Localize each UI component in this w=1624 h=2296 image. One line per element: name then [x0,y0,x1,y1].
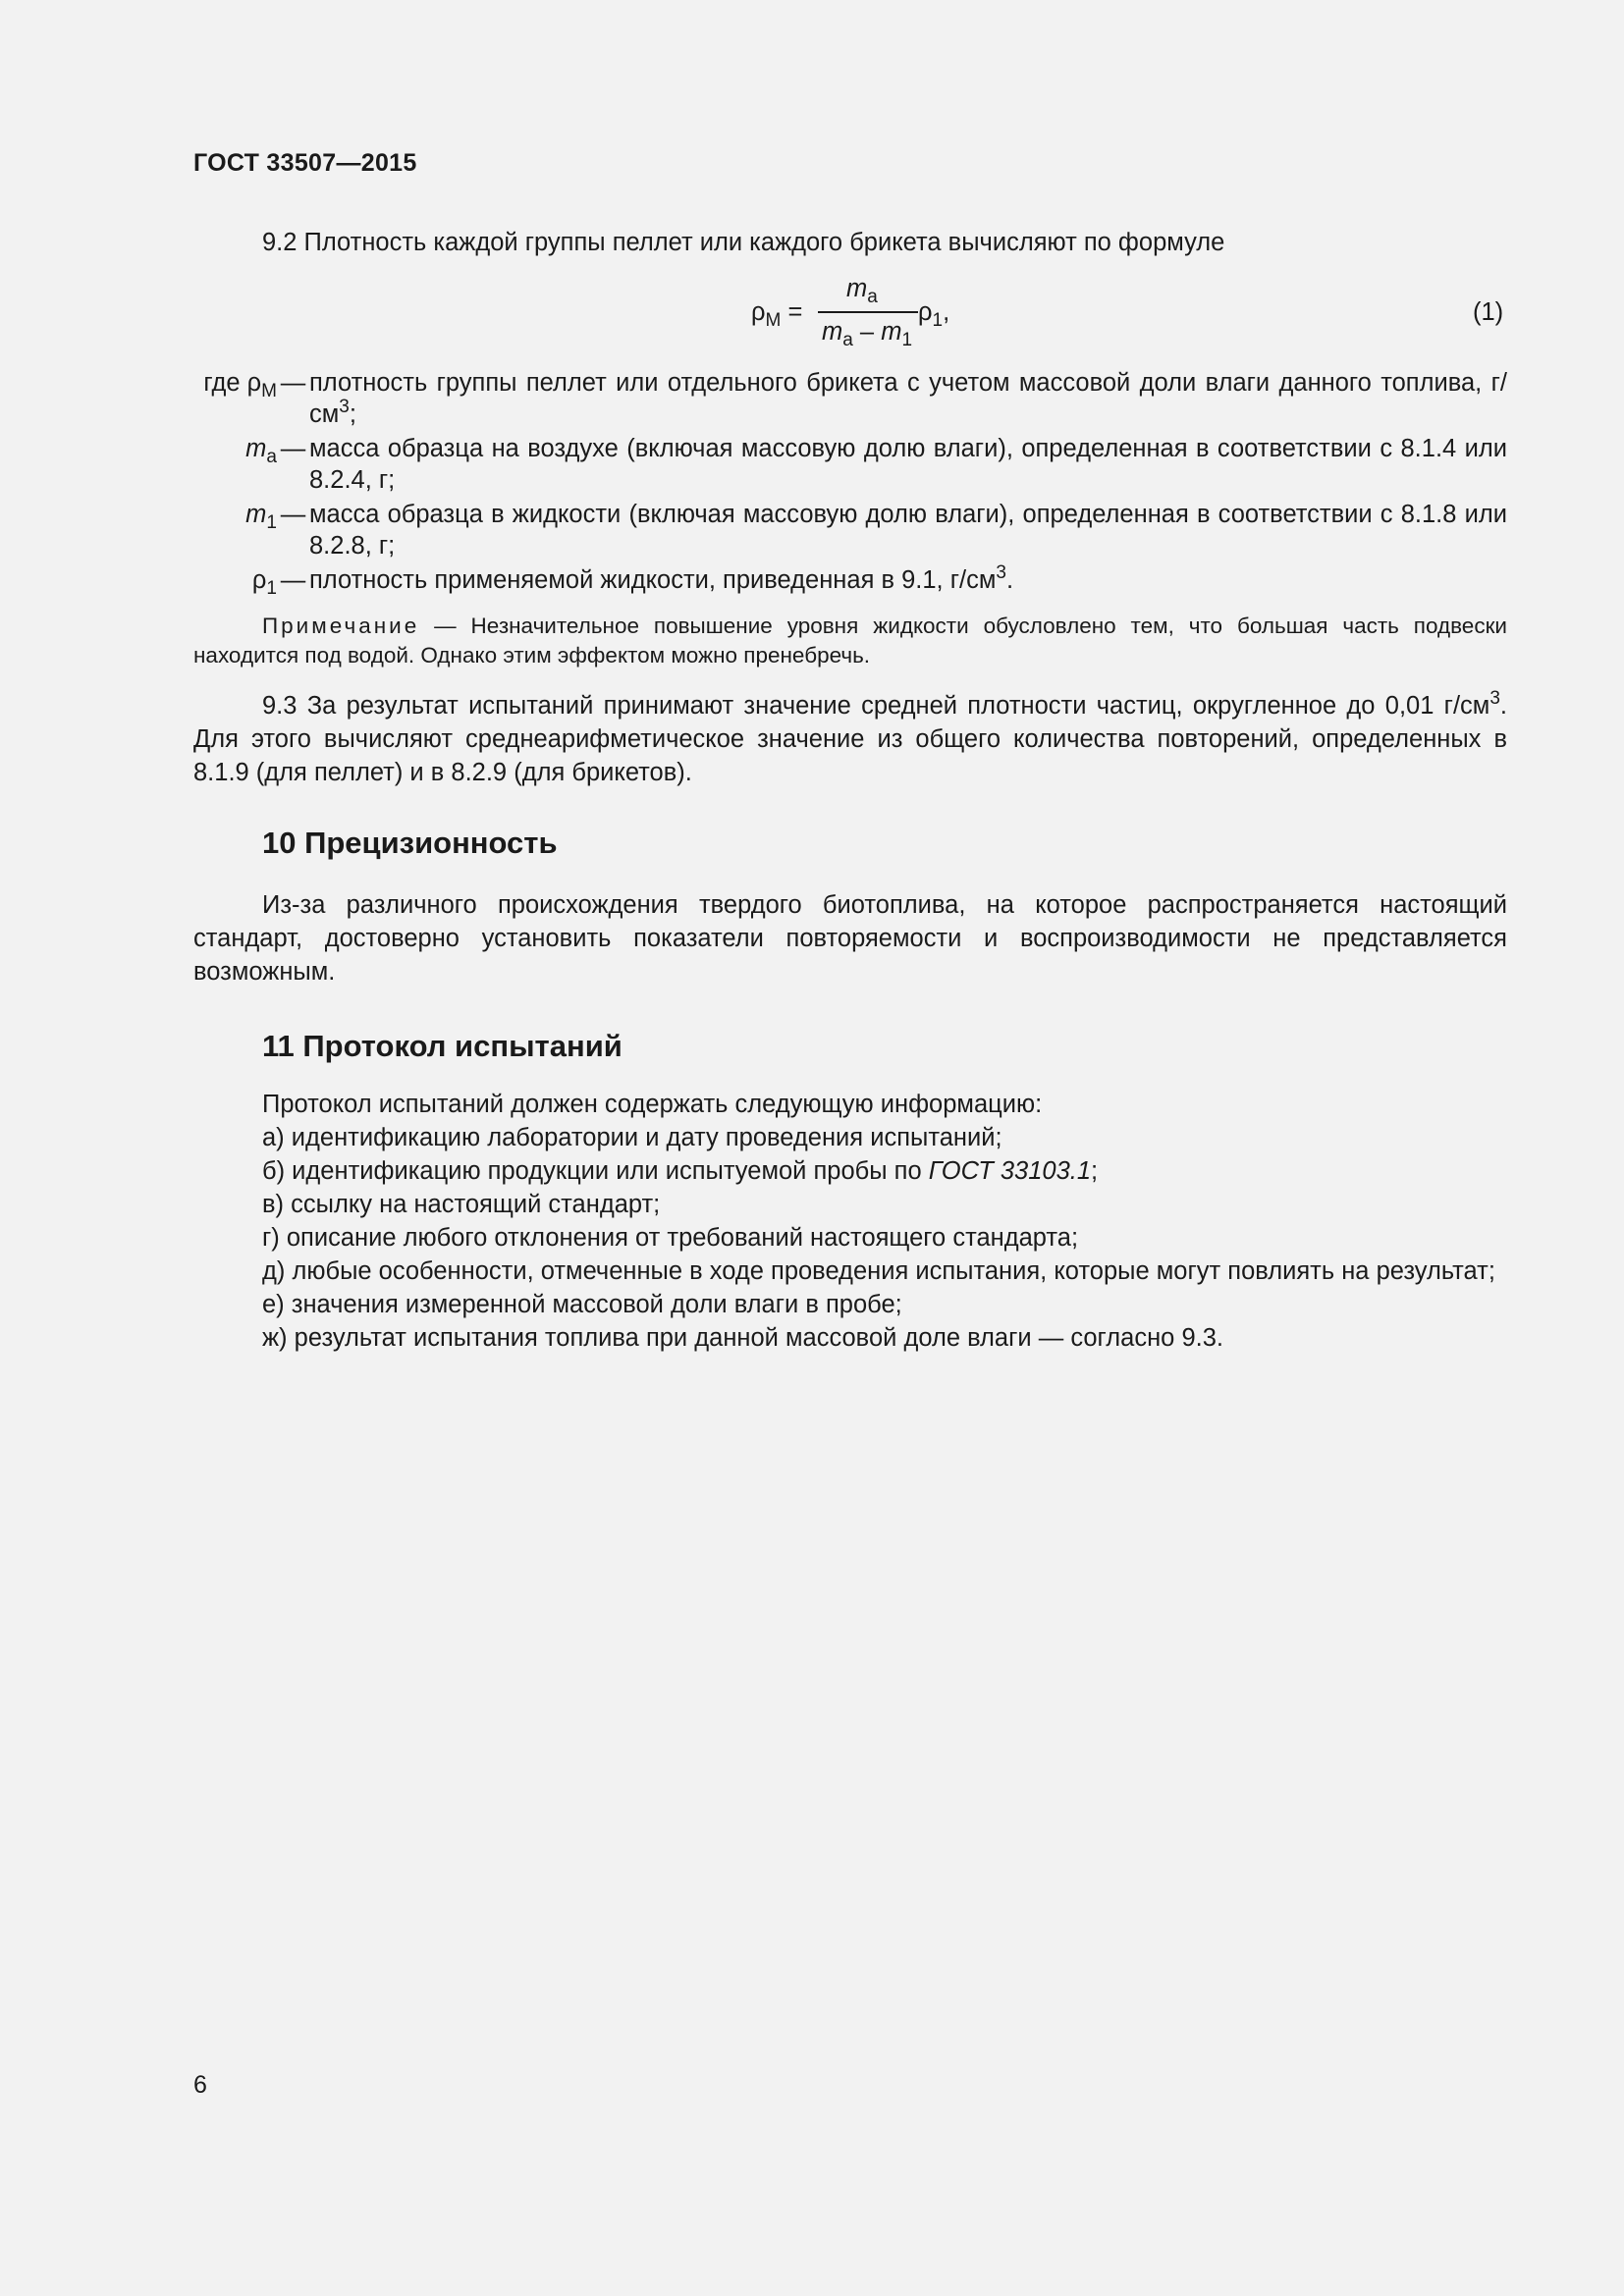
legend-desc [309,564,1507,596]
legend-symbol-sub: a [266,447,277,467]
formula-lhs-symbol: ρ [751,298,766,326]
legend-symbol-sub: 1 [266,578,277,599]
section-10-heading: 10 Прецизионность [262,826,558,860]
formula-den-sub-2: 1 [901,330,913,350]
formula-number: (1) [1473,298,1504,326]
legend-symbol [193,499,277,561]
legend-dash: — [280,369,306,397]
legend-item [193,562,1507,599]
list-item: а) идентификацию лаборатории и дату проведения испытаний; [262,1124,1002,1151]
legend-symbol-char: m [245,435,267,462]
legend-symbol [193,564,277,599]
list-item: ж) результат испытания топлива при данной массовой доле влаги — согласно 9.3. [262,1324,1223,1352]
legend-desc-sup: 3 [996,562,1006,583]
list-item-text: б) идентификацию продукции или испытуемой пробы по [262,1157,929,1185]
paragraph-9-3-part-a: 9.3 За результат испытаний принимают значение средней плотности частиц, округленное до 0,01 г/см [262,692,1490,720]
fraction-bar [818,311,918,313]
legend-item [193,367,1507,430]
legend-desc: масса образца в жидкости (включая массовую долю влаги), определенная в соответствии с 8.1.8 или 8.2.8, г; [309,501,1507,560]
list-item [193,1154,1507,1188]
paragraph-9-3-part-b: . Для этого вычисляют среднеарифметическое значение из общего количества повторений, определенных в 8.1.9 (для пеллет) и в 8.2.9 (для брикетов). [193,692,1507,786]
legend-desc-tail: ; [349,400,356,428]
legend-symbol [193,367,277,430]
legend-item [193,499,1507,561]
legend-desc-text: плотность применяемой жидкости, приведенная в 9.1, г/см [309,566,997,594]
legend-symbol-char: ρ [251,566,267,594]
formula-lhs [751,298,803,331]
legend-item [193,433,1507,496]
formula-den-sub-1: a [842,330,853,350]
legend-desc-tail: . [1005,566,1014,594]
standard-header: ГОСТ 33507—2015 [193,149,417,177]
formula-rhs-symbol: ρ [918,298,933,326]
note-text: — Незначительное повышение уровня жидкости обусловлено тем, что большая часть подвески находится под водой. Однако этим эффектом можно пренебречь. [193,614,1507,667]
legend-symbol-char: ρ [246,369,262,397]
formula-denominator [822,318,913,350]
formula-legend [193,367,1507,599]
legend-desc-text: плотность группы пеллет или отдельного брикета с учетом массовой доли влаги данного топлива, г/см [309,369,1507,428]
formula-lhs-sub: M [765,310,782,331]
legend-desc-sup: 3 [339,397,350,417]
formula-num-symbol: m [846,275,868,302]
section-11-list [193,1088,1507,1355]
legend-dash: — [280,501,306,528]
formula-den-symbol-2: m [881,318,902,346]
formula-num-sub: a [867,287,878,307]
page-number: 6 [193,2071,207,2099]
legend-dash: — [280,566,306,594]
section-10-paragraph: Из-за различного происхождения твердого биотоплива, на которое распространяется настоящий стандарт, достоверно установить показатели повторяемости и воспроизводимости не представляется возможным. [193,891,1507,986]
paragraph-9-2: 9.2 Плотность каждой группы пеллет или каждого брикета вычисляют по формуле [262,229,1225,256]
note-label: Примечание [262,614,420,638]
legend-dash: — [280,435,306,462]
legend-symbol-sub: 1 [266,512,277,533]
section-11-heading: 11 Протокол испытаний [262,1029,623,1063]
legend-symbol-sub: M [261,381,277,401]
standard-reference: ГОСТ 33103.1 [928,1157,1092,1185]
legend-desc: масса образца на воздухе (включая массовую долю влаги), определенная в соответствии с 8.1.4 или 8.2.4, г; [309,435,1507,494]
list-item: г) описание любого отклонения от требований настоящего стандарта; [262,1224,1079,1252]
list-intro: Протокол испытаний должен содержать следующую информацию: [262,1091,1043,1118]
list-item-tail: ; [1091,1157,1099,1185]
formula-den-symbol-1: m [822,318,843,346]
paragraph-9-3 [193,689,1507,789]
formula-numerator [846,275,878,307]
legend-intro: где [203,369,241,397]
formula-rhs-tail: , [943,298,950,326]
legend-symbol-char: m [245,501,267,528]
formula-rhs-sub: 1 [932,310,944,331]
list-item: в) ссылку на настоящий стандарт; [262,1191,661,1218]
list-item: е) значения измеренной массовой доли влаги в пробе; [262,1291,902,1318]
list-item: д) любые особенности, отмеченные в ходе проведения испытания, которые могут повлиять на результат; [262,1257,1495,1285]
paragraph-9-3-sup: 3 [1489,688,1500,709]
note-paragraph [193,612,1507,670]
formula-equals: = [787,298,803,326]
legend-symbol [193,433,277,496]
formula-rhs [918,298,950,331]
density-formula [751,275,957,353]
formula-minus: – [859,318,875,346]
legend-desc [309,367,1507,430]
